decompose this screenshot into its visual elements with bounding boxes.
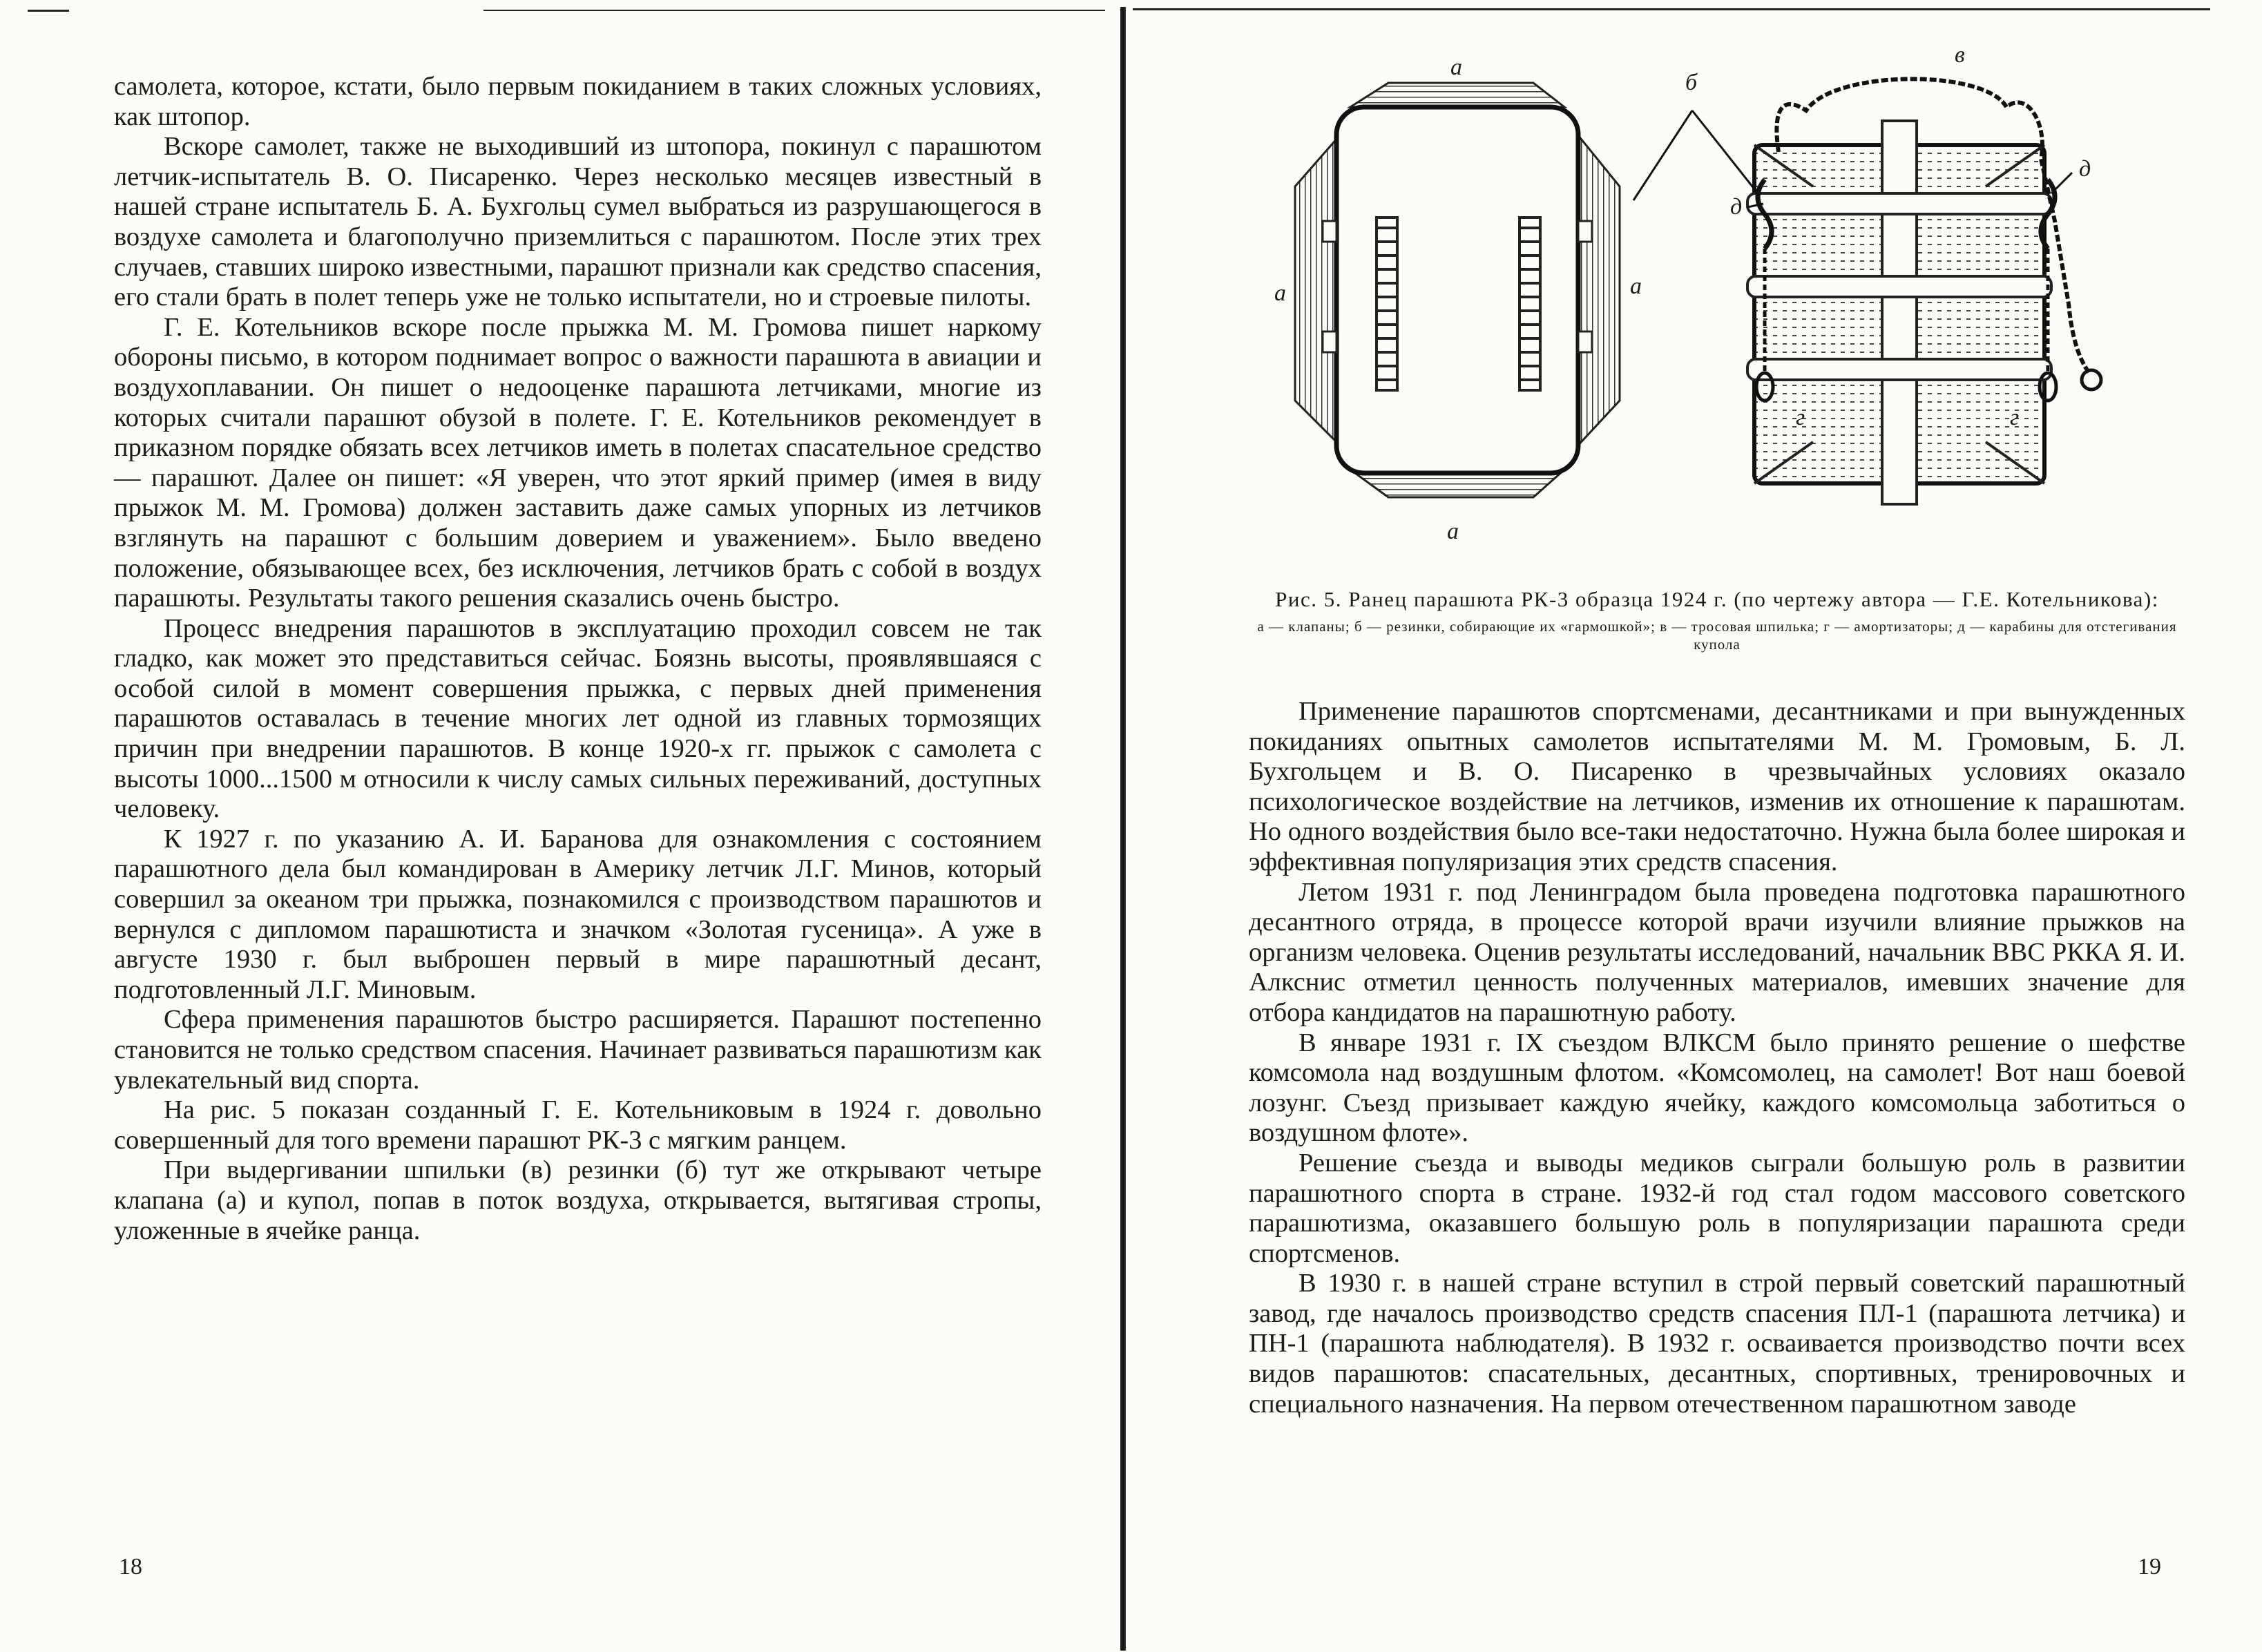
page-number: 19: [2138, 1554, 2161, 1579]
label-d-right: д: [2079, 156, 2091, 182]
label-a-left: а: [1274, 280, 1286, 306]
caption-legend: а — клапаны; б — резинки, собирающие их «гармошкой»; в — тросовая шпилька; г — амортизаторы; д — карабины для отстегивания купола: [1257, 618, 2177, 653]
paragraph: Сфера применения парашютов быстро расширяется. Парашют постепенно становится не только средством спасения. Начинает развиваться парашютизм как увлекательный вид спорта.: [114, 1005, 1042, 1095]
left-page: [0, 0, 1119, 1652]
closed-pack-drawing: [1633, 42, 2101, 504]
page-number: 18: [119, 1554, 142, 1579]
vertical-strap: [1882, 121, 1917, 504]
paragraph: Решение съезда и выводы медиков сыграли большую роль в развитии парашютного спорта в стране. 1932-й год стал годом массового советского парашютизма, оказавшего большую роль в популяризации парашюта среди спортсменов.: [1249, 1148, 2185, 1268]
paragraph: К 1927 г. по указанию А. И. Баранова для ознакомления с состоянием парашютного дела был командирован в Америку летчик Л.Г. Минов, который совершил за океаном три прыжка, познакомился с производством парашютов и вернулся с дипломом парашютиста и значком «Золотая гусеница». А уже в августе 1930 г. был выброшен первый в мире парашютный десант, подготовленный Л.Г. Миновым.: [114, 824, 1042, 1004]
caption-title: Рис. 5. Ранец парашюта РК-3 образца 1924 г. (по чертежу автора — Г.Е. Котельникова):: [1275, 587, 2159, 611]
paragraph: Процесс внедрения парашютов в эксплуатацию проходил совсем не так гладко, как может это представиться сейчас. Боязнь высоты, проявлявшаяся с особой силой в момент совершения прыжка, с первых дней применения парашютов оставалась в течение многих лет одной из главных тормозящих причин при внедрении парашютов. В конце 1920-х гг. прыжок с самолета с высоты 1000...1500 м относили к числу самых сильных переживаний, доступных человеку.: [114, 613, 1042, 824]
pack-body: [1336, 107, 1578, 473]
parachute-pack-figure: [1261, 41, 2117, 546]
label-a-bottom: а: [1447, 519, 1459, 544]
label-g-left: г: [1796, 405, 1805, 430]
elastic-band-left: [1377, 218, 1397, 390]
label-a-right: а: [1630, 273, 1642, 299]
paragraph: В 1930 г. в нашей стране вступил в строй первый советский парашютный завод, где началось производство средств спасения ПЛ-1 (парашюта летчика) и ПН-1 (парашюта наблюдателя). В 1932 г. осваивается производство почти всех видов парашютов: спасательных, десантных, спортивных, тренировочных и специального назначения. На первом отечественном парашютном заводе: [1249, 1269, 2185, 1419]
right-page-text: [1249, 697, 2185, 1419]
paragraph: На рис. 5 показан созданный Г. Е. Котельниковым в 1924 г. довольно совершенный для того времени парашют РК-3 с мягким ранцем.: [114, 1095, 1042, 1155]
paragraph: В январе 1931 г. IX съездом ВЛКСМ было принято решение о шефстве комсомола над воздушным флотом. «Комсомолец, на самолет! Вот наш боевой лозунг. Съезд призывает каждую ячейку, каждого комсомольца заботиться о воздушном флоте».: [1249, 1028, 2185, 1148]
right-page: [1122, 0, 2262, 1652]
paragraph: Летом 1931 г. под Ленинградом была проведена подготовка парашютного десантного отряда, в процессе которой врачи изучили влияние прыжков на организм человека. Оценив результаты исследований, начальник ВВС РККА Я. И. Алкснис отметил ценность полученных материалов, имевших значение для отбора кандидатов на парашютную работу.: [1249, 877, 2185, 1027]
open-pack-drawing: [1274, 55, 1642, 544]
label-v: в: [1955, 42, 1965, 68]
paragraph: самолета, которое, кстати, было первым покиданием в таких сложных условиях, как штопор.: [114, 72, 1042, 131]
paragraph: Г. Е. Котельников вскоре после прыжка М. М. Громова пишет наркому обороны письмо, в котором поднимает вопрос о важности парашюта в авиации и воздухоплавании. Он пишет о недооценке парашюта летчиками, многие из которых считали парашют обузой в полете. Г. Е. Котельников рекомендует в приказном порядке обязать всех летчиков иметь в полетах спасательное средство — парашют. Далее он пишет: «Я уверен, что этот яркий пример (имея в виду прыжок М. М. Громова) должен заставить даже самых упорных из летчиков взглянуть на парашют с большим доверием и уважением». Было введено положение, обязывающее всех, без исключения, летчиков брать с собой в воздух парашюты. Результаты такого решения сказались очень быстро.: [114, 312, 1042, 613]
label-b: б: [1685, 70, 1698, 95]
right-flap: [1575, 131, 1620, 449]
paragraph: Применение парашютов спортсменами, десантниками и при вынужденных покиданиях опытных самолетов испытателями М. М. Громовым, Б. Л. Бухгольцем и В. О. Писаренко в чрезвычайных условиях оказало психологическое воздействие на летчиков, изменив их отношение к парашютам. Но одного воздействия было все-таки недостаточно. Нужна была более широкая и эффективная популяризация этих средств спасения.: [1249, 697, 2185, 876]
paragraph: При выдергивании шпильки (в) резинки (б) тут же открывают четыре клапана (а) и купол, попав в поток воздуха, открывается, вытягивая стропы, уложенные в ячейке ранца.: [114, 1155, 1042, 1245]
left-page-text: [114, 72, 1042, 1246]
elastic-band-right: [1520, 218, 1540, 390]
top-flap: [1350, 83, 1564, 107]
label-g-right: г: [2010, 405, 2020, 430]
label-a-top: а: [1450, 55, 1462, 80]
figure-caption: [1249, 587, 2185, 653]
paragraph: Вскоре самолет, также не выходивший из штопора, покинул с парашютом летчик-испытатель В. О. Писаренко. Через несколько месяцев известный в нашей стране испытатель Б. А. Бухгольц сумел выбраться из разрушающегося в воздухе самолета и благополучно приземлиться с парашютом. После этих трех случаев, ставших широко известными, парашют признали как средство спасения, его стали брать в полет теперь уже не только испытатели, но и строевые пилоты.: [114, 132, 1042, 312]
label-d-left: д: [1730, 194, 1743, 220]
